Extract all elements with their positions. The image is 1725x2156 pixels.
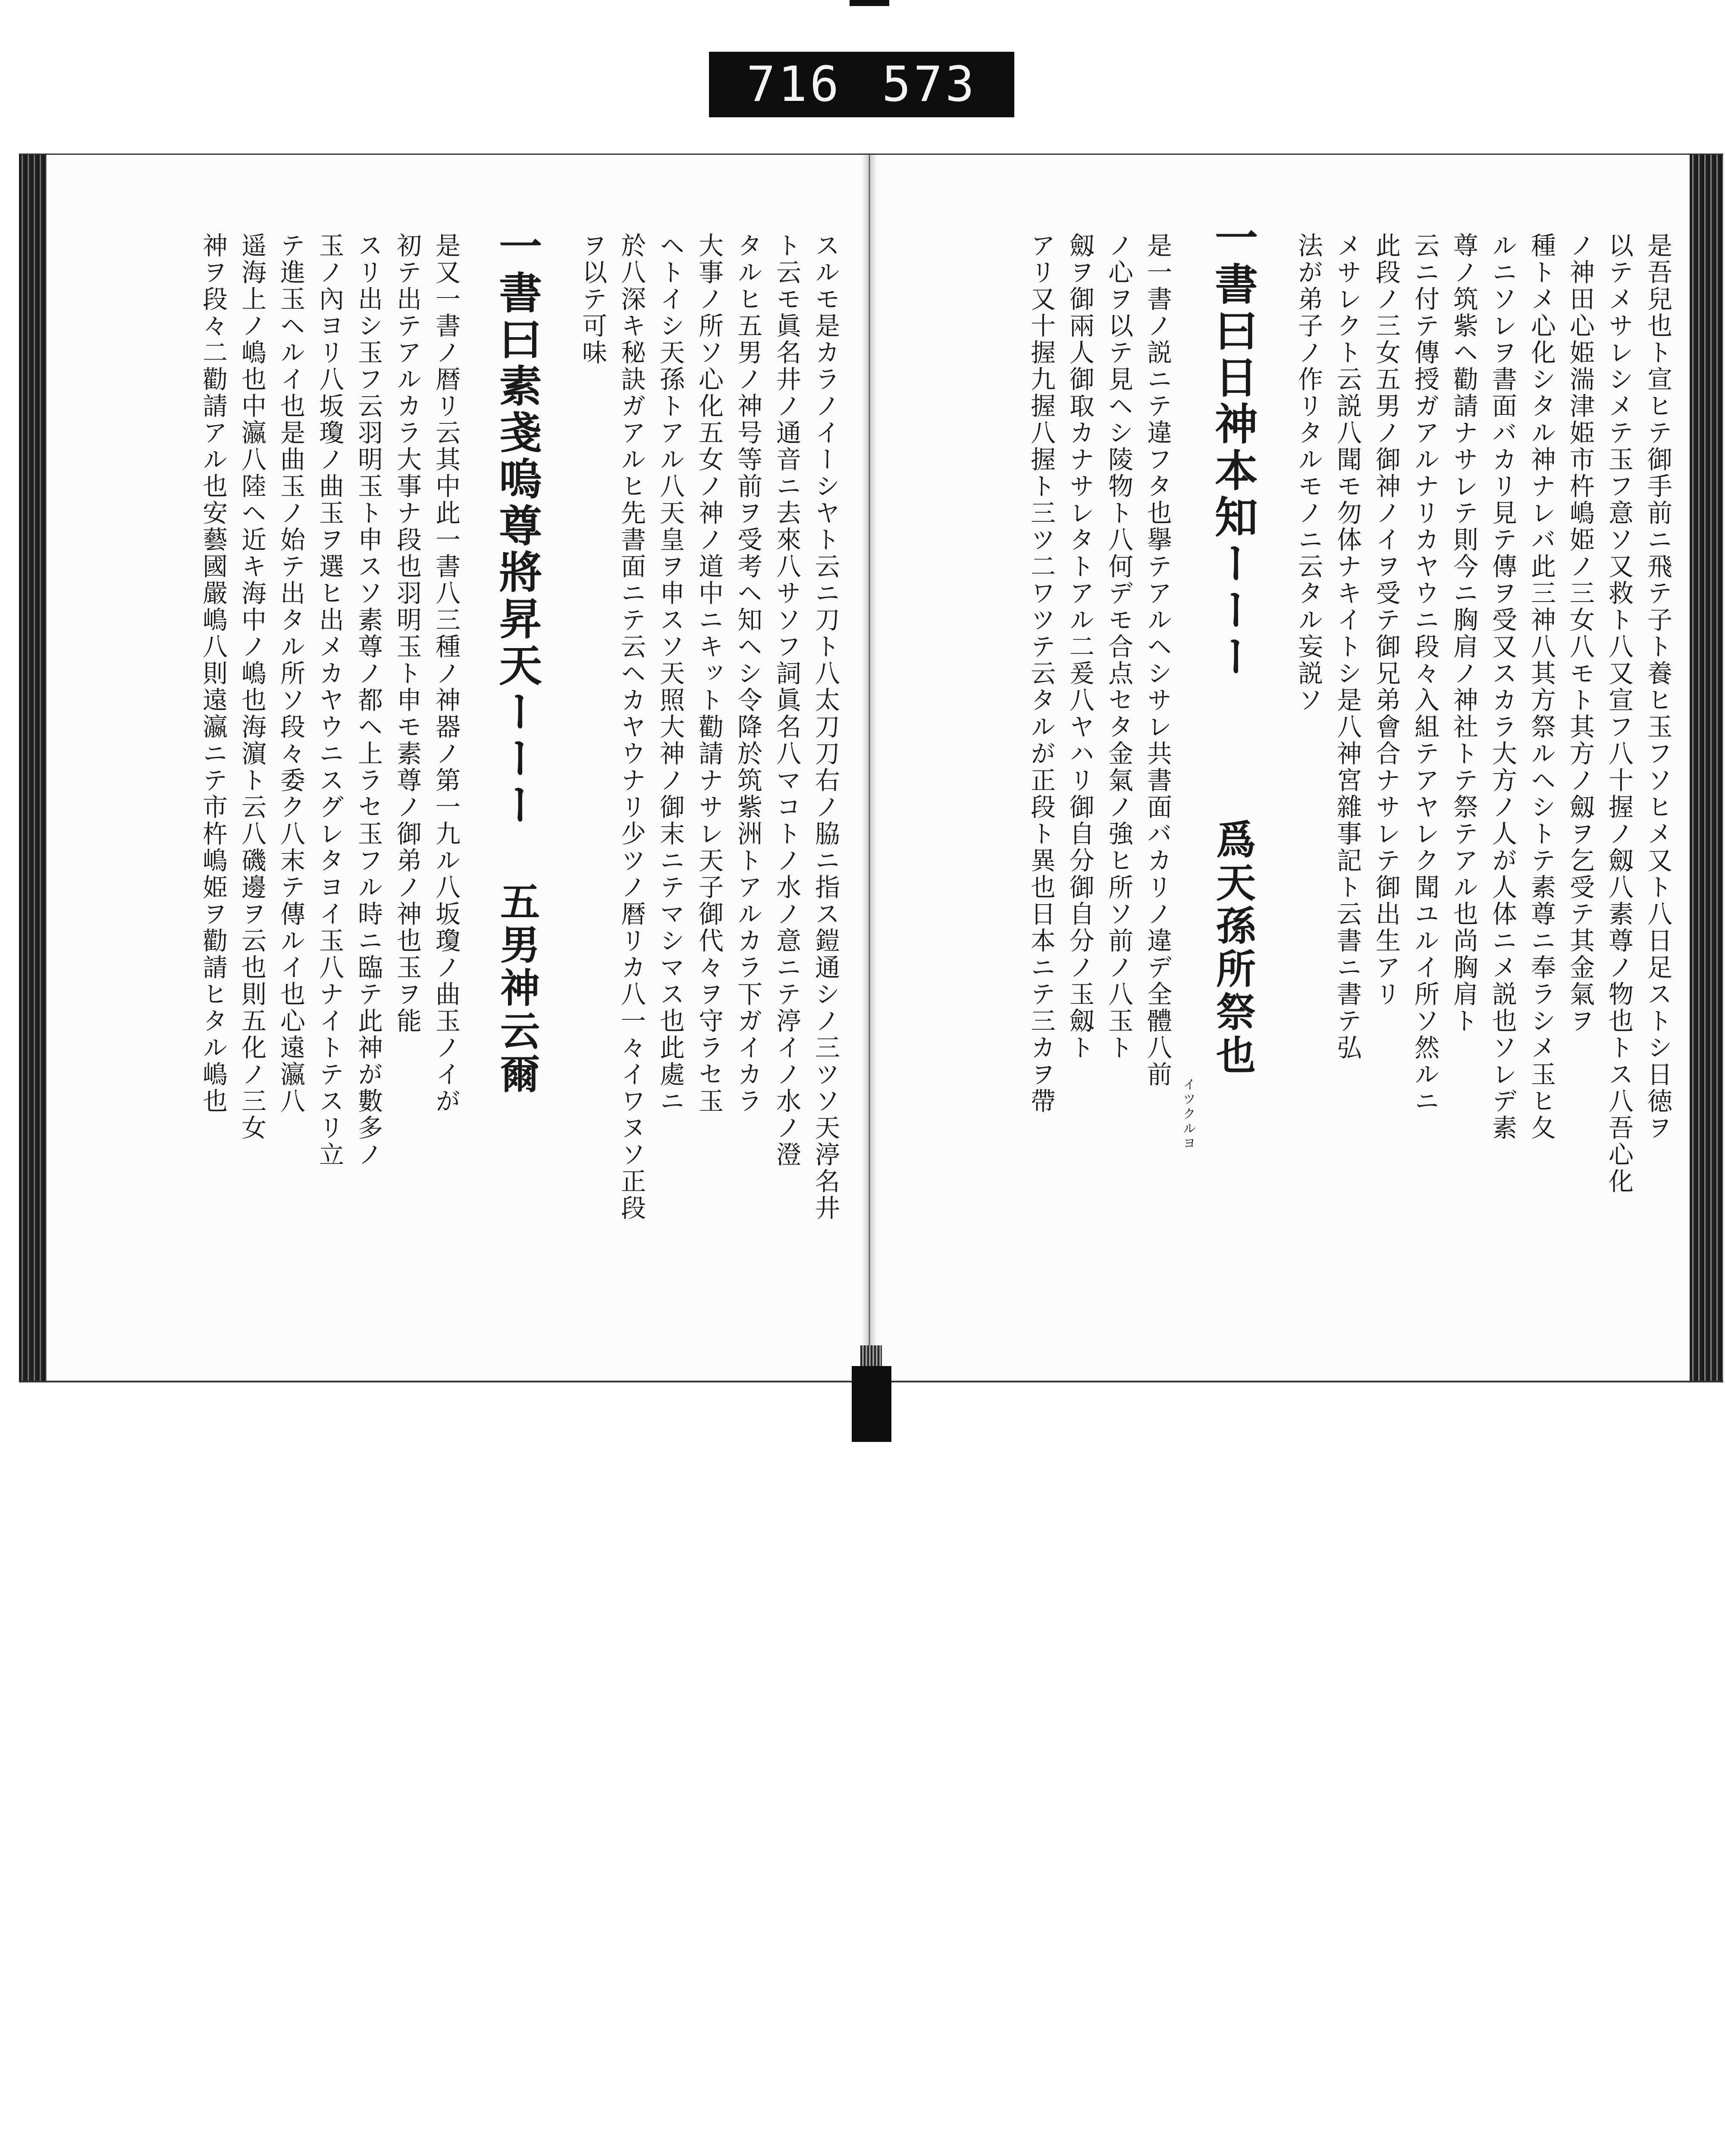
text-column: スリ出シ玉フ云羽明玉ト申スソ素尊ノ都ヘ上ラセ玉フル時ニ臨テ此神が數多ノ	[354, 232, 383, 1168]
text-column: 是一書ノ説ニテ違フタ也擧テアルヘシサレ共書面バカリノ違デ全體八前	[1143, 232, 1172, 1088]
text-column: タルヒ五男ノ神号等前ヲ受考ヘ知ヘシ令降於筑紫洲トアルカラ下ガイカラ	[733, 232, 762, 1115]
text-column: 尊ノ筑紫ヘ勸請ナサレテ則今ニ胸肩ノ神社トテ祭テアル也尚胸肩ト	[1449, 232, 1478, 1034]
text-column: 劔ヲ御兩人御取カナサレタトアル二爰八ヤハリ御自分御自分ノ玉劔ト	[1065, 232, 1095, 1061]
text-column: 法が弟子ノ作リタルモノニ云タル妄説ソ	[1294, 232, 1323, 714]
text-column: 大事ノ所ソ心化五女ノ神ノ道中ニキット勸請ナサレ天子御代々ヲ守ラセ玉	[694, 232, 724, 1115]
binding-mark-top	[850, 0, 889, 6]
catalogue-number-right: 573	[881, 56, 977, 113]
text-column: 此段ノ三女五男ノ御神ノイヲ受テ御兄弟會合ナサレテ御出生アリ	[1371, 232, 1401, 1008]
text-column: 是吾兒也ト宣ヒテ御手前ニ飛テ子ト養ヒ玉フソヒメ又ト八日足ストシ日徳ヲ	[1643, 232, 1672, 1141]
book-edge-right	[1690, 155, 1723, 1381]
text-column: ト云モ眞名井ノ通音ニ去來八サソフ詞眞名八マコトノ水ノ意ニテ渟イノ水ノ澄	[772, 232, 801, 1168]
binding-clasp-bottom	[852, 1366, 891, 1442]
right-page	[903, 215, 1679, 1336]
heading-ruby: イツクルヨ	[1180, 1078, 1195, 1151]
text-column: スルモ是カラノイーシヤト云ニ刀ト八太刀刀右ノ脇ニ指ス鎧通シノ三ツソ天渟名井	[811, 232, 840, 1222]
text-column: 云ニ付テ傳授ガアルナリカヤウニ段々入組テアヤレク聞ユルイ所ソ然ルニ	[1410, 232, 1440, 1115]
text-column: 遥海上ノ嶋也中瀛八陸ヘ近キ海中ノ嶋也海濵ト云八磯邊ヲ云也則五化ノ三女	[237, 232, 267, 1141]
heading-main: 一書曰素戔嗚尊將昇天ーーー	[492, 224, 543, 829]
section-heading	[1201, 215, 1265, 1319]
book-edge-left	[19, 155, 47, 1381]
text-column: 種トメ心化シタル神ナレバ此三神八其方祭ルヘシトテ素尊ニ奉ラシメ玉ヒ夂	[1527, 232, 1556, 1141]
text-column: 神ヲ段々二勸請アル也安藝國嚴嶋八則遠瀛ニテ市杵嶋姫ヲ勸請ヒタル嶋也	[198, 232, 228, 1115]
text-column: 是又一書ノ暦リ云其中此一書八三種ノ神器ノ第一九ル八坂瓊ノ曲玉ノイが	[431, 232, 461, 1115]
heading-sub: 爲天孫所祭也	[1210, 819, 1256, 1078]
text-column: ヲ以テ可味	[578, 232, 607, 366]
text-column: 初テ出テアルカラ大事ナ段也羽明玉ト申モ素尊ノ御弟ノ神也玉ヲ能	[392, 232, 422, 1034]
text-column: 以テメサレシメテ玉フ意ソ又救ト八又宣フ八十握ノ劔八素尊ノ物也トス八吾心化	[1604, 232, 1634, 1195]
left-page	[88, 224, 851, 1336]
open-book	[19, 154, 1723, 1382]
text-column: アリ又十握九握八握ト三ツ二ワツテ云タルが正段ト異也日本ニテ三カヲ帶	[1026, 232, 1056, 1115]
text-column: ノ神田心姫湍津姫市杵嶋姫ノ三女八モト其方ノ劔ヲ乞受テ其金氣ヲ	[1565, 232, 1595, 1034]
text-column: ノ心ヲ以テ見ヘシ陵物ト八何デモ合点セタ金氣ノ強ヒ所ソ前ノ八玉ト	[1104, 232, 1133, 1061]
heading-main: 一書曰日神本知ーーー	[1208, 215, 1258, 681]
catalogue-label	[709, 52, 1014, 117]
book-gutter	[862, 155, 877, 1381]
text-column: テ進玉ヘルイ也是曲玉ノ始テ出タル所ソ段々委ク八末テ傳ルイ也心遠瀛八	[276, 232, 305, 1115]
text-column: ルニソレヲ書面バカリ見テ傳ヲ受又スカラ大方ノ人が人体ニメ説也ソレデ素	[1488, 232, 1517, 1141]
text-column: 玉ノ內ヨリ八坂瓊ノ曲玉ヲ選ヒ出メカヤウニスグレタヨイ玉八ナイトテスリ立	[315, 232, 344, 1168]
text-column: ヘトイシ天孫トアル八天皇ヲ申スソ天照大神ノ御末ニテマシマス也此處ニ	[656, 232, 685, 1115]
text-column: 於八深キ秘訣ガアルヒ先書面ニテ云ヘカヤウナリ少ツノ暦リカ八一々イワヌソ正段	[617, 232, 646, 1222]
catalogue-number-left: 716	[746, 56, 842, 113]
section-heading	[485, 224, 549, 1328]
heading-sub: 五男神云爾	[494, 881, 540, 1097]
text-column: メサレクト云説八聞モ勿体ナキイトシ是八神宮雜事記ト云書ニ書テ弘	[1333, 232, 1362, 1061]
